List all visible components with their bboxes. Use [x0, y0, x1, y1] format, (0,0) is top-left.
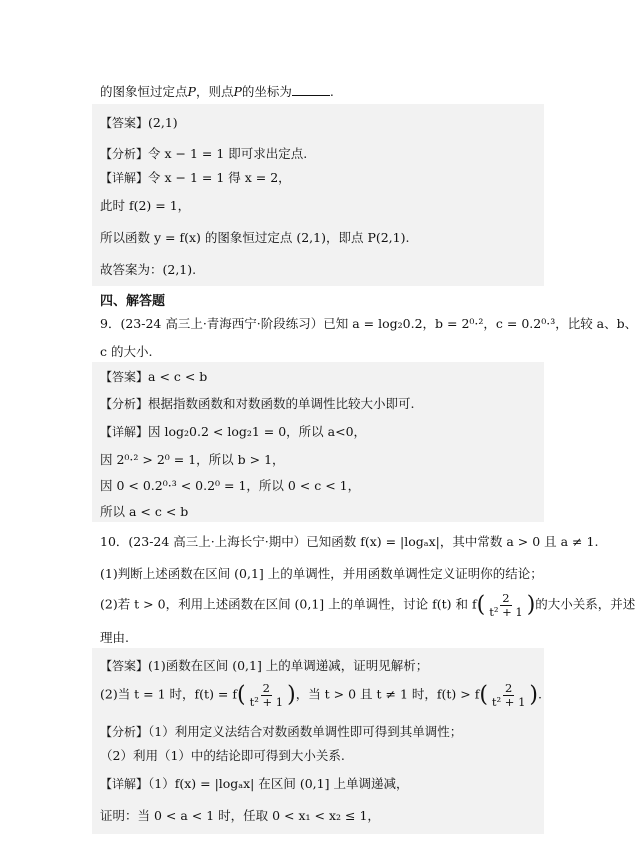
point-label: P	[187, 84, 196, 99]
answer-blank	[292, 85, 330, 96]
detail-text: 令 x − 1 = 1 得 x = 2，	[148, 170, 291, 185]
stem-text: 的坐标为	[241, 84, 292, 99]
analysis-tag: 【分析】	[100, 397, 149, 411]
detail-tag: 【详解】	[100, 777, 149, 791]
answer-value: a < c < b	[148, 369, 208, 384]
part-2-text: 的大小关系，并述	[535, 596, 636, 612]
left-paren: (	[476, 592, 486, 618]
fraction	[248, 682, 286, 708]
detail-line: 因 0 < 0.2⁰·³ < 0.2⁰ = 1，所以 0 < c < 1，	[100, 478, 361, 493]
solution-box-q8	[92, 104, 544, 286]
detail-line	[100, 422, 366, 440]
answer-value: (2,1)	[148, 115, 178, 130]
question-10-part-2: 理由.	[100, 630, 129, 645]
stem-text: .	[329, 84, 334, 99]
stem-text: ，则点	[195, 84, 234, 99]
part-2-text: (2)若 t > 0，利用上述函数在区间 (0,1] 上的单调性，讨论 f(t) 和 f	[100, 596, 477, 612]
solution-box-q9	[92, 362, 544, 522]
answer-tag: 【答案】	[100, 116, 149, 130]
section-heading: 四、解答题	[100, 294, 166, 309]
solution-box-q10	[92, 648, 544, 834]
analysis-tag: 【分析】	[100, 725, 149, 739]
analysis-text: 根据指数函数和对数函数的单调性比较大小即可.	[148, 396, 415, 411]
analysis-line	[100, 722, 462, 740]
analysis-line: （2）利用（1）中的结论即可得到大小关系.	[100, 748, 345, 763]
left-paren: (	[479, 682, 488, 708]
stem-text: 的图象恒过定点	[100, 84, 188, 99]
fraction	[490, 682, 528, 708]
answer-line	[100, 682, 542, 708]
fraction-numerator: 2	[262, 681, 270, 695]
analysis-text: （1）利用定义法结合对数函数单调性即可得到其单调性；	[148, 724, 463, 739]
answer-line	[100, 114, 178, 131]
analysis-tag: 【分析】	[100, 147, 149, 161]
right-paren: )	[529, 682, 539, 708]
question-9-stem: c 的大小.	[100, 344, 153, 359]
question-10-part-1: (1)判断上述函数在区间 (0,1] 上的单调性，并用函数单调性定义证明你的结论；	[100, 566, 543, 581]
question-8-stem-tail	[100, 82, 334, 100]
fraction-denominator: t² + 1	[249, 694, 284, 709]
fraction	[487, 592, 525, 618]
detail-line: 证明：当 0 < a < 1 时，任取 0 < x₁ < x₂ ≤ 1，	[100, 808, 380, 823]
fraction-numerator: 2	[505, 681, 513, 695]
detail-tag: 【详解】	[100, 171, 149, 185]
fraction-denominator: t² + 1	[491, 694, 526, 709]
detail-line: 故答案为：(2,1).	[100, 262, 197, 277]
question-9-stem: 9．(23-24 高三上·青海西宁·阶段练习）已知 a = log₂0.2，b = 2⁰·²，c = 0.2⁰·³，比较 a、b、	[100, 316, 638, 331]
answer-line	[100, 656, 428, 674]
answer-value: .	[538, 686, 542, 702]
detail-line: 因 2⁰·² > 2⁰ = 1，所以 b > 1，	[100, 452, 285, 467]
right-paren: )	[287, 682, 296, 708]
detail-tag: 【详解】	[100, 425, 149, 439]
answer-tag: 【答案】	[100, 370, 149, 384]
fraction-denominator: t² + 1	[489, 604, 523, 619]
answer-value: (2)当 t = 1 时，f(t) = f	[100, 686, 237, 702]
question-10-stem: 10．(23-24 高三上·上海长宁·期中）已知函数 f(x) = |logₐx|，其中常数 a > 0 且 a ≠ 1.	[100, 534, 599, 549]
analysis-text: 令 x − 1 = 1 即可求出定点.	[148, 146, 308, 161]
analysis-line	[100, 394, 415, 412]
detail-text: 因 log₂0.2 < log₂1 = 0，所以 a<0，	[148, 424, 367, 439]
right-paren: )	[526, 592, 536, 618]
analysis-line	[100, 144, 307, 162]
answer-value: (1)函数在区间 (0,1] 上的单调递减，证明见解析；	[148, 658, 429, 673]
detail-line: 所以 a < c < b	[100, 504, 189, 519]
fraction-numerator: 2	[502, 591, 510, 605]
answer-tag: 【答案】	[100, 659, 149, 673]
detail-line: 此时 f(2) = 1，	[100, 198, 191, 213]
detail-line	[100, 168, 291, 186]
answer-value: ，当 t > 0 且 t ≠ 1 时，f(t) > f	[295, 686, 480, 702]
answer-line	[100, 368, 207, 385]
question-10-part-2	[100, 592, 635, 618]
detail-text: （1）f(x) = |logₐx| 在区间 (0,1] 上单调递减，	[148, 776, 409, 791]
detail-line: 所以函数 y = f(x) 的图象恒过定点 (2,1)，即点 P(2,1).	[100, 230, 410, 245]
detail-line	[100, 774, 408, 792]
point-label: P	[233, 84, 242, 99]
left-paren: (	[237, 682, 246, 708]
